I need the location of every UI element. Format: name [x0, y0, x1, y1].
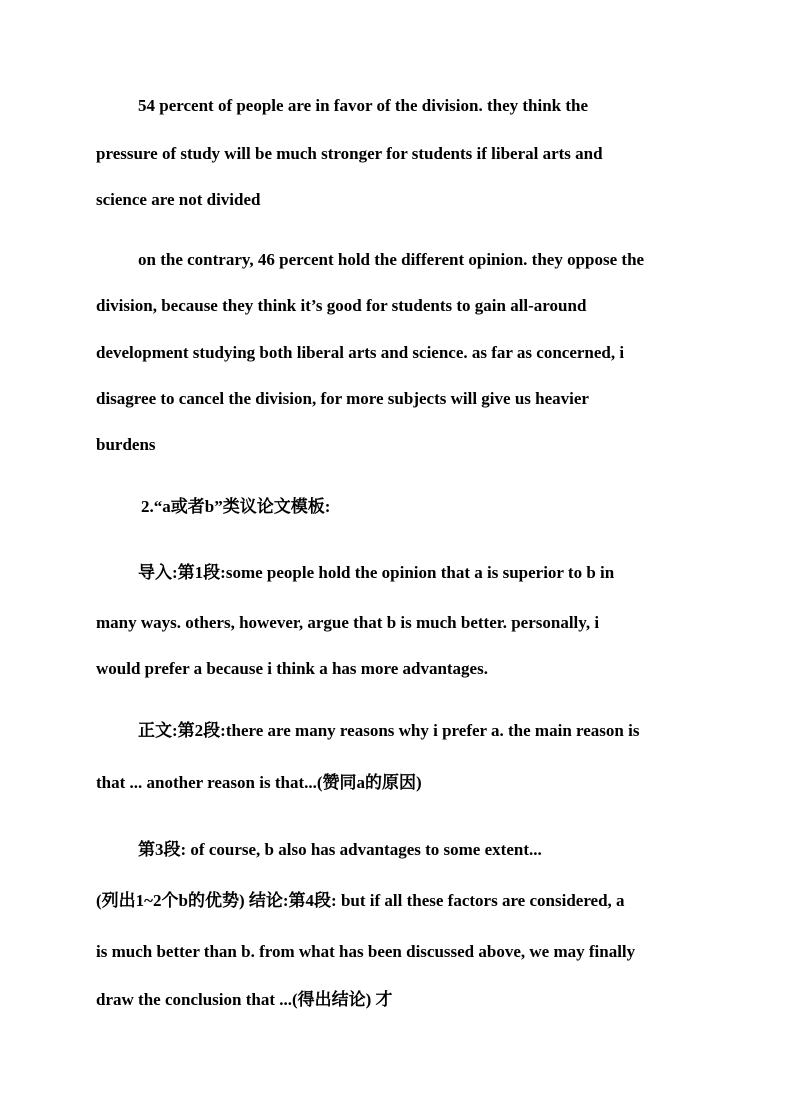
paragraph-line: division, because they think it’s good for students to gain all-around — [96, 296, 587, 315]
paragraph-line: many ways. others, however, argue that b is much better. personally, i — [96, 613, 600, 632]
paragraph-line: 第3段: of course, b also has advantages to some extent... — [138, 840, 542, 859]
paragraph-line: would prefer a because i think a has more advantages. — [96, 659, 488, 678]
paragraph-line: (列出1~2个b的优势) 结论:第4段: but if all these factors are considered, a — [96, 891, 625, 910]
paragraph-line: on the contrary, 46 percent hold the different opinion. they oppose the — [138, 250, 645, 269]
paragraph-line: pressure of study will be much stronger for students if liberal arts and — [96, 144, 603, 163]
paragraph-line: 正文:第2段:there are many reasons why i prefer a. the main reason is — [138, 721, 640, 740]
paragraph-line: burdens — [96, 435, 156, 454]
paragraph-line: 54 percent of people are in favor of the division. they think the — [138, 96, 589, 115]
paragraph-line: is much better than b. from what has been discussed above, we may finally — [96, 942, 636, 961]
paragraph-line: 导入:第1段:some people hold the opinion that a is superior to b in — [138, 563, 615, 582]
paragraph-line: science are not divided — [96, 190, 261, 209]
paragraph-line: that ... another reason is that...(赞同a的原因) — [96, 773, 422, 792]
section-heading: 2.“a或者b”类议论文模板: — [141, 497, 331, 516]
paragraph-line: development studying both liberal arts and science. as far as concerned, i — [96, 343, 625, 362]
paragraph-line: draw the conclusion that ...(得出结论) 才 — [96, 990, 393, 1009]
paragraph-line: disagree to cancel the division, for more subjects will give us heavier — [96, 389, 589, 408]
